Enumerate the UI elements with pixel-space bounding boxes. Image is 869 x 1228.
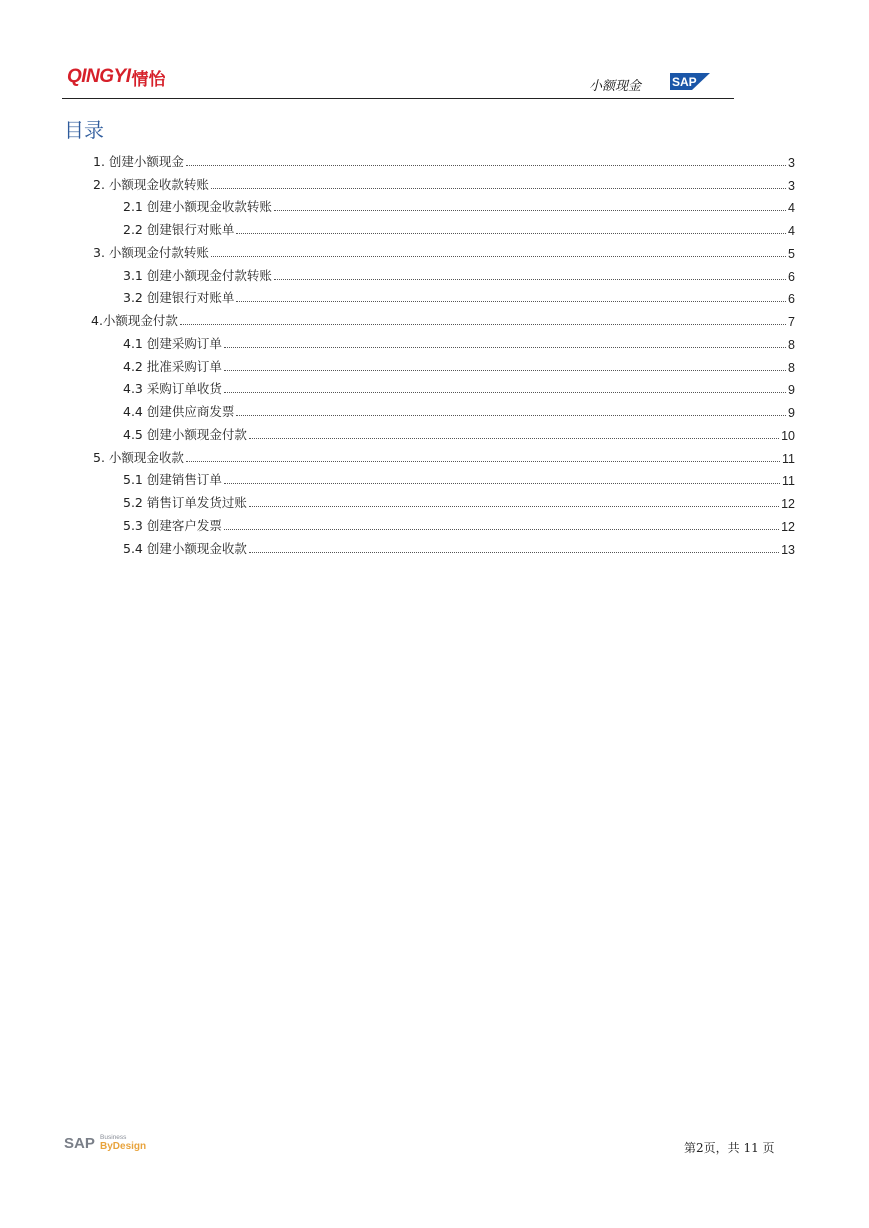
toc-dot-leader bbox=[236, 232, 786, 234]
toc-entry-page: 10 bbox=[781, 429, 795, 443]
toc-entry-page: 3 bbox=[788, 156, 795, 170]
toc-dot-leader bbox=[274, 209, 786, 211]
toc-entry-page: 9 bbox=[788, 383, 795, 397]
toc-entry-label: 3.1 创建小额现金付款转账 bbox=[123, 268, 272, 283]
toc-entry-page: 8 bbox=[788, 338, 795, 352]
toc-entry-page: 6 bbox=[788, 292, 795, 306]
toc-dot-leader bbox=[249, 437, 779, 439]
document-title: 小额现金 bbox=[589, 79, 642, 94]
sap-logo-icon bbox=[670, 73, 710, 90]
toc-entry-page: 13 bbox=[781, 543, 795, 557]
toc-dot-leader bbox=[274, 278, 786, 280]
toc-entry-page: 11 bbox=[782, 474, 795, 488]
toc-entry[interactable] bbox=[123, 357, 795, 375]
toc-dot-leader bbox=[249, 505, 779, 507]
toc-dot-leader bbox=[186, 460, 780, 462]
toc-dot-leader bbox=[180, 323, 786, 325]
toc-entry-label: 2.1 创建小额现金收款转账 bbox=[123, 199, 272, 214]
toc-entry[interactable] bbox=[91, 311, 795, 329]
toc-entry[interactable] bbox=[123, 470, 795, 488]
toc-entry-label: 4.小额现金付款 bbox=[91, 313, 178, 328]
toc-entry-page: 3 bbox=[788, 179, 795, 193]
toc-dot-leader bbox=[224, 346, 786, 348]
toc-dot-leader bbox=[236, 414, 786, 416]
toc-entry-label: 2.2 创建银行对账单 bbox=[123, 222, 235, 237]
toc-entry-label: 5.3 创建客户发票 bbox=[123, 518, 222, 533]
toc-entry-label: 5. 小额现金收款 bbox=[93, 450, 184, 465]
toc-entry-page: 9 bbox=[788, 406, 795, 420]
toc-entry[interactable] bbox=[93, 448, 795, 466]
toc-entry[interactable] bbox=[123, 402, 795, 420]
toc-entry[interactable] bbox=[123, 266, 795, 284]
toc-entry-label: 1. 创建小额现金 bbox=[93, 154, 184, 169]
toc-entry[interactable] bbox=[93, 152, 795, 170]
toc-dot-leader bbox=[224, 369, 786, 371]
toc-entry-page: 11 bbox=[782, 452, 795, 466]
toc-entry-label: 4.4 创建供应商发票 bbox=[123, 404, 235, 419]
page-number: 第2页，共 11 页 bbox=[684, 1141, 775, 1155]
svg-text:Business: Business bbox=[100, 1134, 127, 1141]
sap-business-bydesign-logo-icon bbox=[64, 1132, 156, 1154]
toc-entry[interactable] bbox=[93, 243, 795, 261]
toc-entry[interactable] bbox=[123, 379, 795, 397]
svg-text:ByDesign: ByDesign bbox=[100, 1141, 147, 1152]
page-header bbox=[62, 62, 734, 99]
toc-entry[interactable] bbox=[123, 516, 795, 534]
toc-entry[interactable] bbox=[93, 175, 795, 193]
toc-entry-label: 2. 小额现金收款转账 bbox=[93, 177, 209, 192]
toc-dot-leader bbox=[211, 187, 786, 189]
toc-dot-leader bbox=[211, 255, 786, 257]
toc-entry-label: 4.3 采购订单收货 bbox=[123, 381, 222, 396]
brand-latin-text: QINGYI bbox=[67, 66, 131, 87]
toc-entry-label: 5.1 创建销售订单 bbox=[123, 472, 222, 487]
toc-entry[interactable] bbox=[123, 197, 795, 215]
toc-entry-label: 3. 小额现金付款转账 bbox=[93, 245, 209, 260]
svg-text:SAP: SAP bbox=[64, 1135, 95, 1152]
toc-entry-label: 4.2 批准采购订单 bbox=[123, 359, 222, 374]
toc-entry-page: 4 bbox=[788, 201, 795, 215]
toc-entry[interactable] bbox=[123, 493, 795, 511]
toc-entry-label: 4.5 创建小额现金付款 bbox=[123, 427, 247, 442]
toc-entry-page: 12 bbox=[781, 520, 795, 534]
toc-dot-leader bbox=[186, 164, 786, 166]
brand-cjk-text: 情怡 bbox=[131, 69, 166, 90]
toc-entry-page: 5 bbox=[788, 247, 795, 261]
toc-entry-label: 5.4 创建小额现金收款 bbox=[123, 541, 247, 556]
toc-entry[interactable] bbox=[123, 539, 795, 557]
toc-entry-label: 5.2 销售订单发货过账 bbox=[123, 495, 247, 510]
toc-entry[interactable] bbox=[123, 288, 795, 306]
toc-entry-page: 12 bbox=[781, 497, 795, 511]
toc-dot-leader bbox=[249, 551, 779, 553]
qingyi-logo bbox=[67, 66, 166, 88]
toc-dot-leader bbox=[236, 300, 786, 302]
toc-entry-page: 6 bbox=[788, 270, 795, 284]
toc-entry-label: 4.1 创建采购订单 bbox=[123, 336, 222, 351]
toc-entry[interactable] bbox=[123, 425, 795, 443]
toc-entry-page: 7 bbox=[788, 315, 795, 329]
toc-entry-page: 8 bbox=[788, 361, 795, 375]
svg-text:SAP: SAP bbox=[672, 75, 697, 89]
toc-dot-leader bbox=[224, 482, 780, 484]
toc-entry-page: 4 bbox=[788, 224, 795, 238]
toc-entry[interactable] bbox=[123, 334, 795, 352]
toc-dot-leader bbox=[224, 528, 779, 530]
toc-entry[interactable] bbox=[123, 220, 795, 238]
toc-heading: 目录 bbox=[64, 118, 104, 142]
toc-dot-leader bbox=[224, 391, 786, 393]
toc-entry-label: 3.2 创建银行对账单 bbox=[123, 290, 235, 305]
